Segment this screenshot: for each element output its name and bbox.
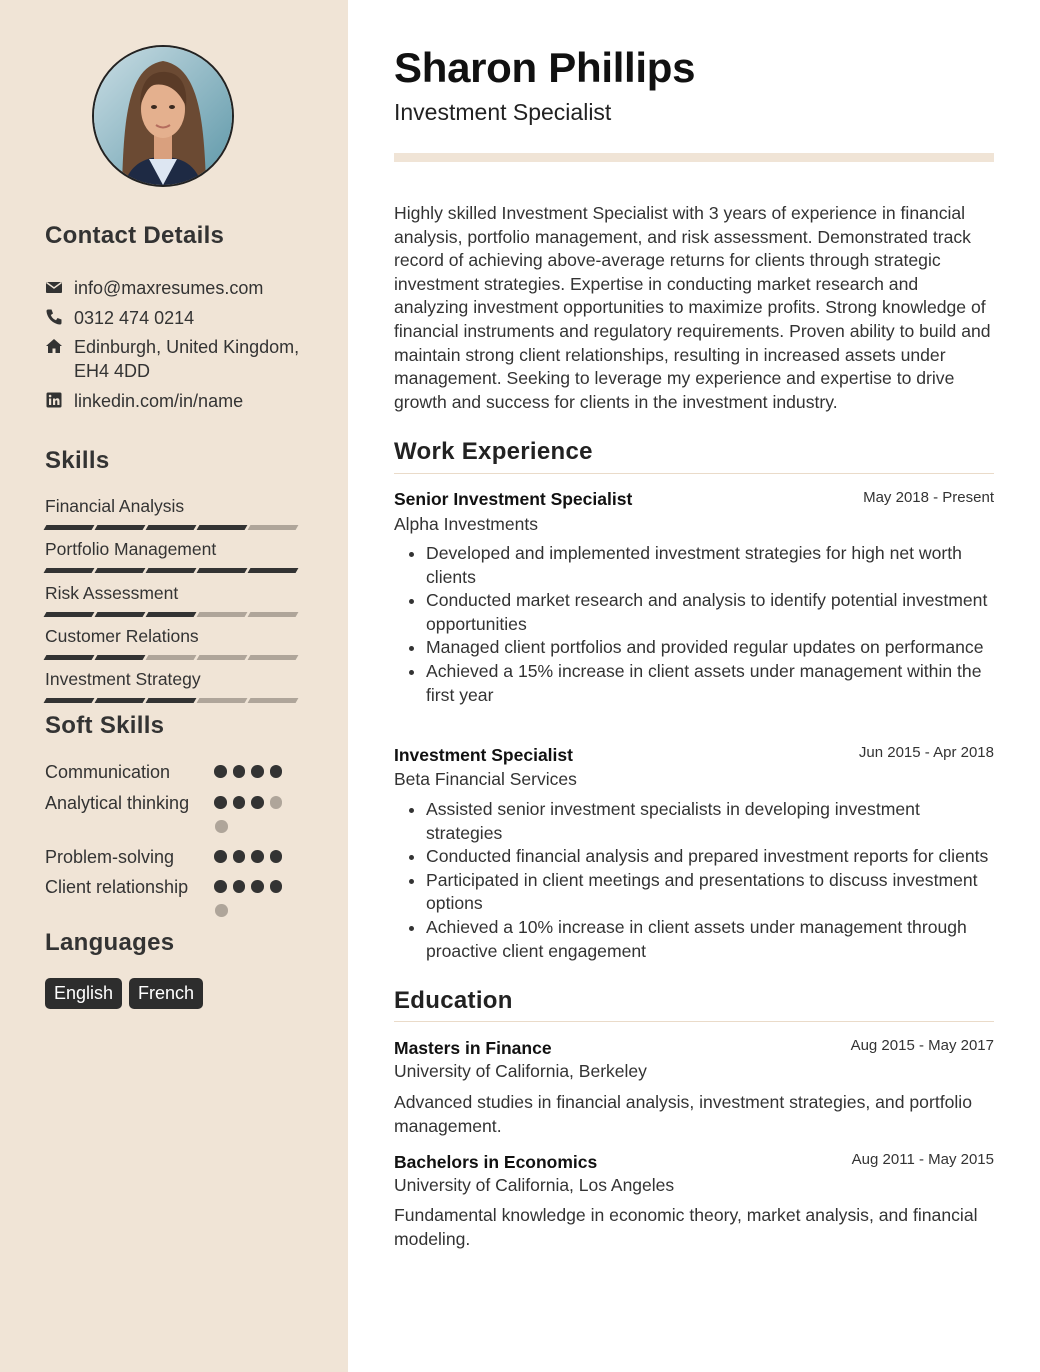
rating-dot [251,796,264,809]
rating-dot [233,850,246,863]
skill-name: Portfolio Management [45,539,217,559]
soft-skill-name: Client relationship [45,877,189,897]
list-item: • Achieved a 10% increase in client assets under management through proactive client engagement [426,916,994,963]
skill-level-segment [44,568,95,573]
skill-level-segment [197,655,248,660]
email-text: info@maxresumes.com [74,278,264,298]
soft-skill-name: Communication [45,762,171,782]
skill-name: Investment Strategy [45,669,201,689]
school-name: University of California, Los Angeles [394,1175,675,1195]
rating-dot [215,904,228,917]
skill-name: Risk Assessment [45,583,179,603]
rating-dot [214,796,227,809]
skill-level-segment [44,525,95,530]
skill-level-segment [146,525,197,530]
list-item: • Managed client portfolios and provided regular updates on performance [426,636,994,660]
rating-dot [270,765,283,778]
rating-dot [251,850,264,863]
contact-phone[interactable] [45,306,194,330]
soft-skill-rating [214,880,288,893]
rating-dot [214,850,227,863]
skill-level-segment [248,698,299,703]
soft-skill-rating [214,850,288,863]
rating-dot [233,765,246,778]
skill-level-segment [197,612,248,617]
education-dates: Aug 2011 - May 2015 [851,1151,994,1168]
soft-skill-rating [214,765,288,778]
rating-dot [251,880,264,893]
contact-address [45,335,299,383]
skill-level-segment [44,612,95,617]
list-item: • Assisted senior investment specialists in developing investment strategies [426,798,994,845]
list-item: • Participated in client meetings and presentations to discuss investment options [426,869,994,916]
job-company: Alpha Investments [394,514,538,534]
contact-linkedin[interactable] [45,389,243,413]
job-title: Senior Investment Specialist [394,489,633,509]
skill-level-segment [44,698,95,703]
envelope-icon [45,278,63,296]
phone-text: 0312 474 0214 [74,308,195,328]
soft-skills-heading: Soft Skills [45,712,165,739]
language-pill-english: English [45,978,122,1009]
skill-level-segment [146,698,197,703]
job-bullets [394,542,994,707]
phone-icon [45,308,63,326]
linkedin-text: linkedin.com/in/name [74,391,244,411]
contact-heading: Contact Details [45,222,225,249]
skill-level-segment [44,655,95,660]
job-dates: Jun 2015 - Apr 2018 [858,744,994,761]
skill-name: Customer Relations [45,626,199,646]
language-pill-french: French [129,978,203,1009]
soft-skill-name: Problem-solving [45,847,175,867]
work-divider [394,473,994,474]
skills-heading: Skills [45,447,110,474]
profile-photo [92,45,234,187]
skill-level-segment [248,655,299,660]
linkedin-icon [45,391,63,409]
skill-level-segment [248,568,299,573]
skill-level-bar [45,525,300,530]
languages-heading: Languages [45,929,175,956]
rating-dot [270,880,283,893]
rating-dot [251,765,264,778]
address-text [74,335,299,383]
skill-level-segment [95,612,146,617]
candidate-name: Sharon Phillips [394,44,696,91]
job-bullets [394,798,994,963]
skill-level-segment [248,612,299,617]
education-divider [394,1021,994,1022]
profile-summary: Highly skilled Investment Specialist with 3 years of experience in financial analysis, portfolio management, and risk assessment. Demonstrated track record of achieving above-average returns for clients through strategic investment strategies. Expertise in conducting market research and analyzing investment opportunities to maximize profits. Strong knowledge of financial instruments and regulatory requirements. Proven ability to build and maintain strong client relationships, resulting in increased assets under management. Seeking to leverage my experience and expertise to drive growth and success for clients in the investment industry. [394,203,991,412]
list-item: • Achieved a 15% increase in client assets under management within the first year [426,660,994,707]
soft-skill-rating [214,796,288,809]
sidebar [0,0,348,1372]
address-line2: EH4 4DD [74,361,151,381]
education-description: Advanced studies in financial analysis, investment strategies, and portfolio management. [394,1092,972,1136]
skill-level-segment [197,525,248,530]
skill-level-segment [95,698,146,703]
header-divider [394,153,994,162]
skill-level-segment [197,568,248,573]
skill-level-segment [146,612,197,617]
job-title: Investment Specialist [394,745,573,765]
rating-dot [233,880,246,893]
candidate-title: Investment Specialist [394,99,612,125]
skill-level-bar [45,568,300,573]
degree-title: Masters in Finance [394,1038,552,1058]
skill-level-segment [248,525,299,530]
education-dates: Aug 2015 - May 2017 [850,1037,994,1054]
skill-level-segment [95,655,146,660]
rating-dot [214,880,227,893]
rating-dot [215,820,228,833]
skill-level-bar [45,698,300,703]
soft-skill-name: Analytical thinking [45,793,190,813]
skill-level-bar [45,655,300,660]
skill-level-segment [197,698,248,703]
rating-dot [214,765,227,778]
school-name: University of California, Berkeley [394,1061,647,1081]
skill-level-segment [146,655,197,660]
skill-level-segment [95,525,146,530]
contact-email[interactable] [45,276,263,300]
education-heading: Education [394,987,513,1014]
job-dates: May 2018 - Present [863,489,994,506]
rating-dot [270,850,283,863]
work-experience-heading: Work Experience [394,438,593,465]
rating-dot [233,796,246,809]
home-icon [45,337,63,355]
rating-dot [270,796,283,809]
degree-title: Bachelors in Economics [394,1152,598,1172]
list-item: • Conducted market research and analysis to identify potential investment opportunities [426,589,994,636]
job-company: Beta Financial Services [394,769,577,789]
skill-level-segment [146,568,197,573]
skill-name: Financial Analysis [45,496,185,516]
list-item: • Developed and implemented investment strategies for high net worth clients [426,542,994,589]
skill-level-segment [95,568,146,573]
skill-level-bar [45,612,300,617]
education-description: Fundamental knowledge in economic theory, market analysis, and financial modeling. [394,1205,978,1249]
address-line1: Edinburgh, United Kingdom, [74,337,300,357]
list-item: • Conducted financial analysis and prepared investment reports for clients [426,845,994,869]
